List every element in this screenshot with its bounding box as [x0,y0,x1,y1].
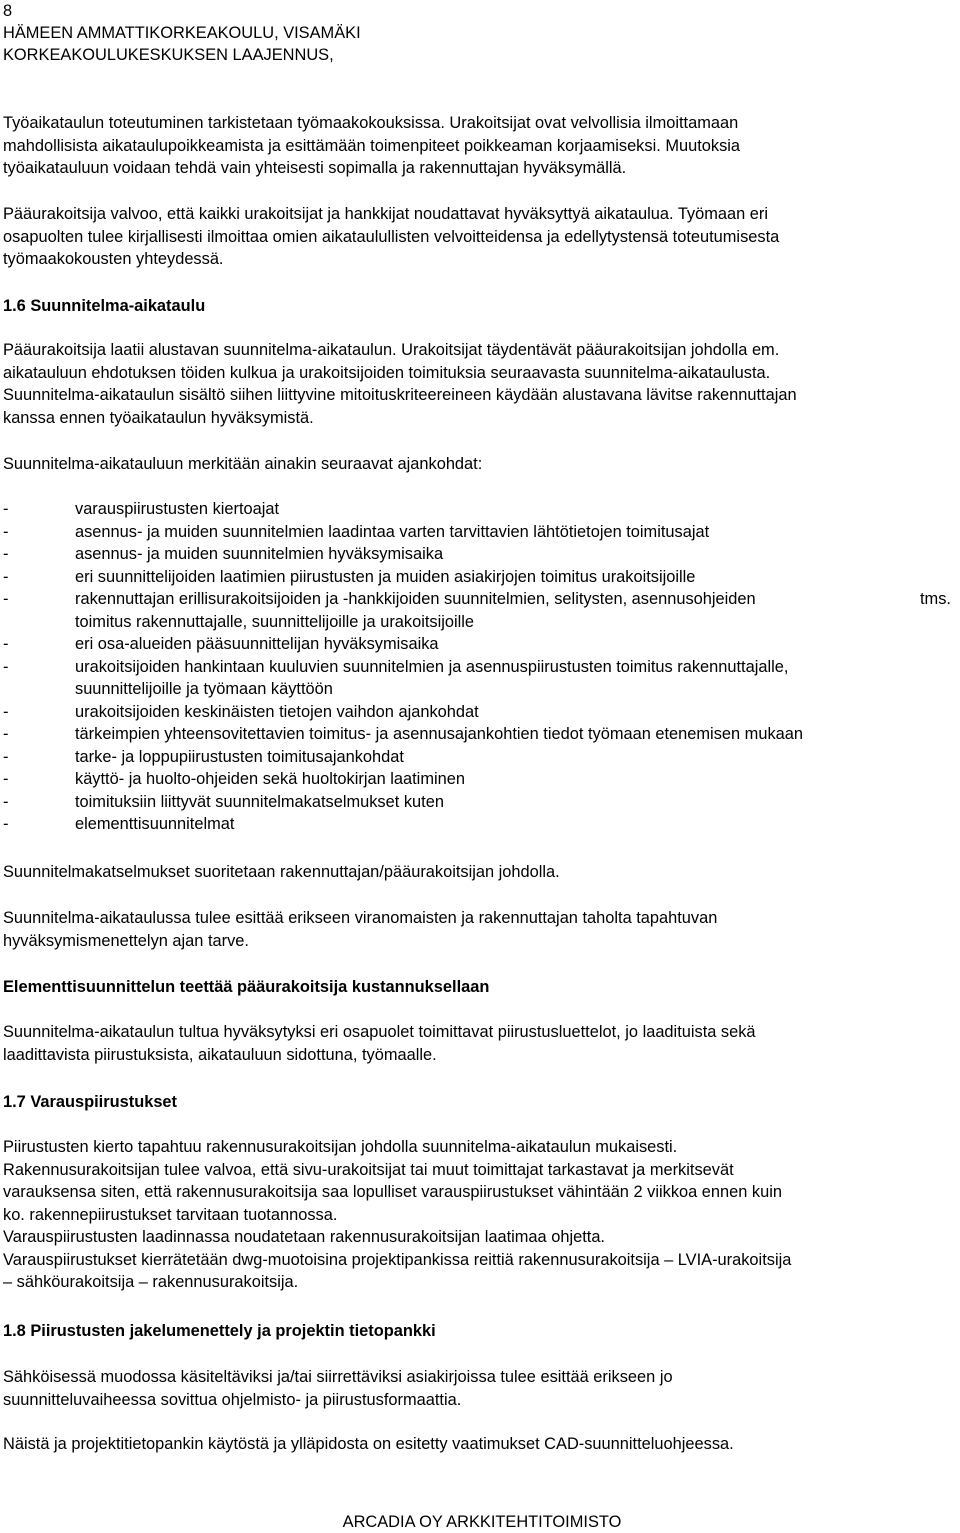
text-line: aikatauluun ehdotuksen töiden kulkua ja urakoitsijoiden toimituksia seuraavasta suunnitelma-aikataulusta. [3,363,771,382]
list-item: - asennus- ja muiden suunnitelmien hyväksymisaika [3,545,444,563]
text-line: mahdollisista aikataulupoikkeamista ja esittämään toimenpiteet poikkeaman korjaamiseksi. Muutoksia [3,136,741,155]
text-line: laadittavista piirustuksista, aikatauluun sidottuna, työmaalle. [3,1045,437,1064]
text-line: kanssa ennen työaikataulun hyväksymistä. [3,408,314,427]
text-line: Varauspiirustusten laadinnassa noudatetaan rakennusurakoitsijan laatimaa ohjetta. [3,1228,605,1246]
bold-heading-element-design: Elementtisuunnittelun teettää pääurakoitsija kustannuksellaan [3,978,490,996]
list-item: - eri osa-alueiden pääsuunnittelijan hyväksymisaika [3,635,439,653]
list-item-continuation: suunnittelijoille ja työmaan käyttöön [75,680,333,698]
list-item: - urakoitsijoiden hankintaan kuuluvien suunnitelmien ja asennuspiirustusten toimitus rakennuttajalle, [3,657,789,676]
schedule-items-list [3,498,958,836]
paragraph-approval-procedure [3,907,958,952]
list-item: - tärkeimpien yhteensovitettavien toimitus- ja asennusajankohtien tiedot työmaan etenemisen mukaan [3,725,803,743]
list-item: - varauspiirustusten kiertoajat [3,500,280,518]
section-heading-1-6: 1.6 Suunnitelma-aikataulu [3,297,206,315]
text-line: ko. rakennepiirustukset tarvitaan tuotannossa. [3,1205,338,1224]
paragraph-schedule-monitoring [3,112,958,180]
list-item: - asennus- ja muiden suunnitelmien laadintaa varten tarvittavien lähtötietojen toimitusajat [3,522,710,541]
page-number: 8 [3,2,13,20]
paragraph-cad-guidelines: Näistä ja projektitietopankin käytöstä ja ylläpidosta on esitetty vaatimukset CAD-suunnitteluohjeessa. [3,1435,734,1453]
paragraph-main-contractor-supervision [3,203,958,271]
text-line: Rakennusurakoitsijan tulee valvoa, että sivu-urakoitsijat tai muut toimittajat tarkastavat ja merkitsevät [3,1160,734,1179]
text-line: Suunnitelma-aikataulussa tulee esittää erikseen viranomaisten ja rakennuttajan taholta tapahtuvan [3,909,718,927]
list-item: - käyttö- ja huolto-ohjeiden sekä huoltokirjan laatiminen [3,770,465,788]
paragraph-schedule-contents-intro: Suunnitelma-aikatauluun merkitään ainakin seuraavat ajankohdat: [3,455,483,473]
text-line: hyväksymismenettelyn ajan tarve. [3,931,249,950]
list-item: - urakoitsijoiden keskinäisten tietojen vaihdon ajankohdat [3,702,479,721]
section-heading-1-7: 1.7 Varauspiirustukset [3,1093,178,1111]
text-line: työaikatauluun voidaan tehdä vain yhteisesti sopimalla ja rakennuttajan hyväksymällä. [3,159,627,177]
paragraph-design-reviews: Suunnitelmakatselmukset suoritetaan rakennuttajan/pääurakoitsijan johdolla. [3,863,560,881]
text-line: Suunnitelma-aikataulun sisältö siihen liittyvine mitoituskriteereineen käydään alustavana lävitse rakennuttajan [3,386,797,404]
list-item: - tarke- ja loppupiirustusten toimitusajankohdat [3,747,404,766]
header-title-line-1: HÄMEEN AMMATTIKORKEAKOULU, VISAMÄKI [3,24,361,42]
text-line: Sähköisessä muodossa käsiteltäviksi ja/tai siirrettäviksi asiakirjoissa tulee esittää erikseen jo [3,1368,673,1386]
text-line: Työaikataulun toteutuminen tarkistetaan työmaakokouksissa. Urakoitsijat ovat velvollisia ilmoittamaan [3,114,739,132]
paragraph-design-schedule [3,339,958,429]
list-item-continuation: toimitus rakennuttajalle, suunnittelijoille ja urakoitsijoille [75,612,475,631]
text-line: varauksensa siten, että rakennusurakoitsija saa lopulliset varauspiirustukset vähintään 2 viikkoa ennen kuin [3,1183,783,1201]
text-line: suunnitteluvaiheessa sovittua ohjelmisto- ja piirustusformaattia. [3,1390,462,1409]
text-line: Piirustusten kierto tapahtuu rakennusurakoitsijan johdolla suunnitelma-aikataulun mukaisesti. [3,1138,678,1156]
text-line: työmaakokousten yhteydessä. [3,250,224,268]
paragraph-drawing-lists [3,1021,958,1066]
text-line: osapuolten tulee kirjallisesti ilmoittaa omien aikataulullisten velvoitteidensa ja edellytystensä toteutumisesta [3,227,780,246]
text-line: Varauspiirustukset kierrätetään dwg-muotoisina projektipankissa reittiä rakennusurakoitsija – LVIA-urakoitsija [3,1250,792,1269]
list-item: - toimituksiin liittyvät suunnitelmakatselmukset kuten [3,792,444,811]
text-line: – sähköurakoitsija – rakennusurakoitsija. [3,1273,299,1291]
list-item: - eri suunnittelijoiden laatimien piirustusten ja muiden asiakirjojen toimitus urakoitsijoille [3,567,696,586]
list-item: - elementtisuunnitelmat [3,815,235,833]
text-line: Pääurakoitsija valvoo, että kaikki urakoitsijat ja hankkijat noudattavat hyväksyttyä aikataulua. Työmaan eri [3,205,769,223]
paragraph-electronic-format [3,1366,958,1411]
list-item: - rakennuttajan erillisurakoitsijoiden ja -hankkijoiden suunnitelmien, selitysten, asennusohjeiden tms. [3,590,951,608]
paragraph-reservation-drawings [3,1136,958,1294]
text-line: Suunnitelma-aikataulun tultua hyväksytyksi eri osapuolet toimittavat piirustusluettelot, jo laadituista sekä [3,1023,756,1041]
text-line: Pääurakoitsija laatii alustavan suunnitelma-aikataulun. Urakoitsijat täydentävät pääurakoitsijan johdolla em. [3,341,780,359]
header-title-line-2: KORKEAKOULUKESKUKSEN LAAJENNUS, [3,46,334,64]
section-heading-1-8: 1.8 Piirustusten jakelumenettely ja projektin tietopankki [3,1322,436,1340]
footer-company-name: ARCADIA OY ARKKITEHTITOIMISTO [342,1513,622,1531]
page-header [3,0,361,66]
